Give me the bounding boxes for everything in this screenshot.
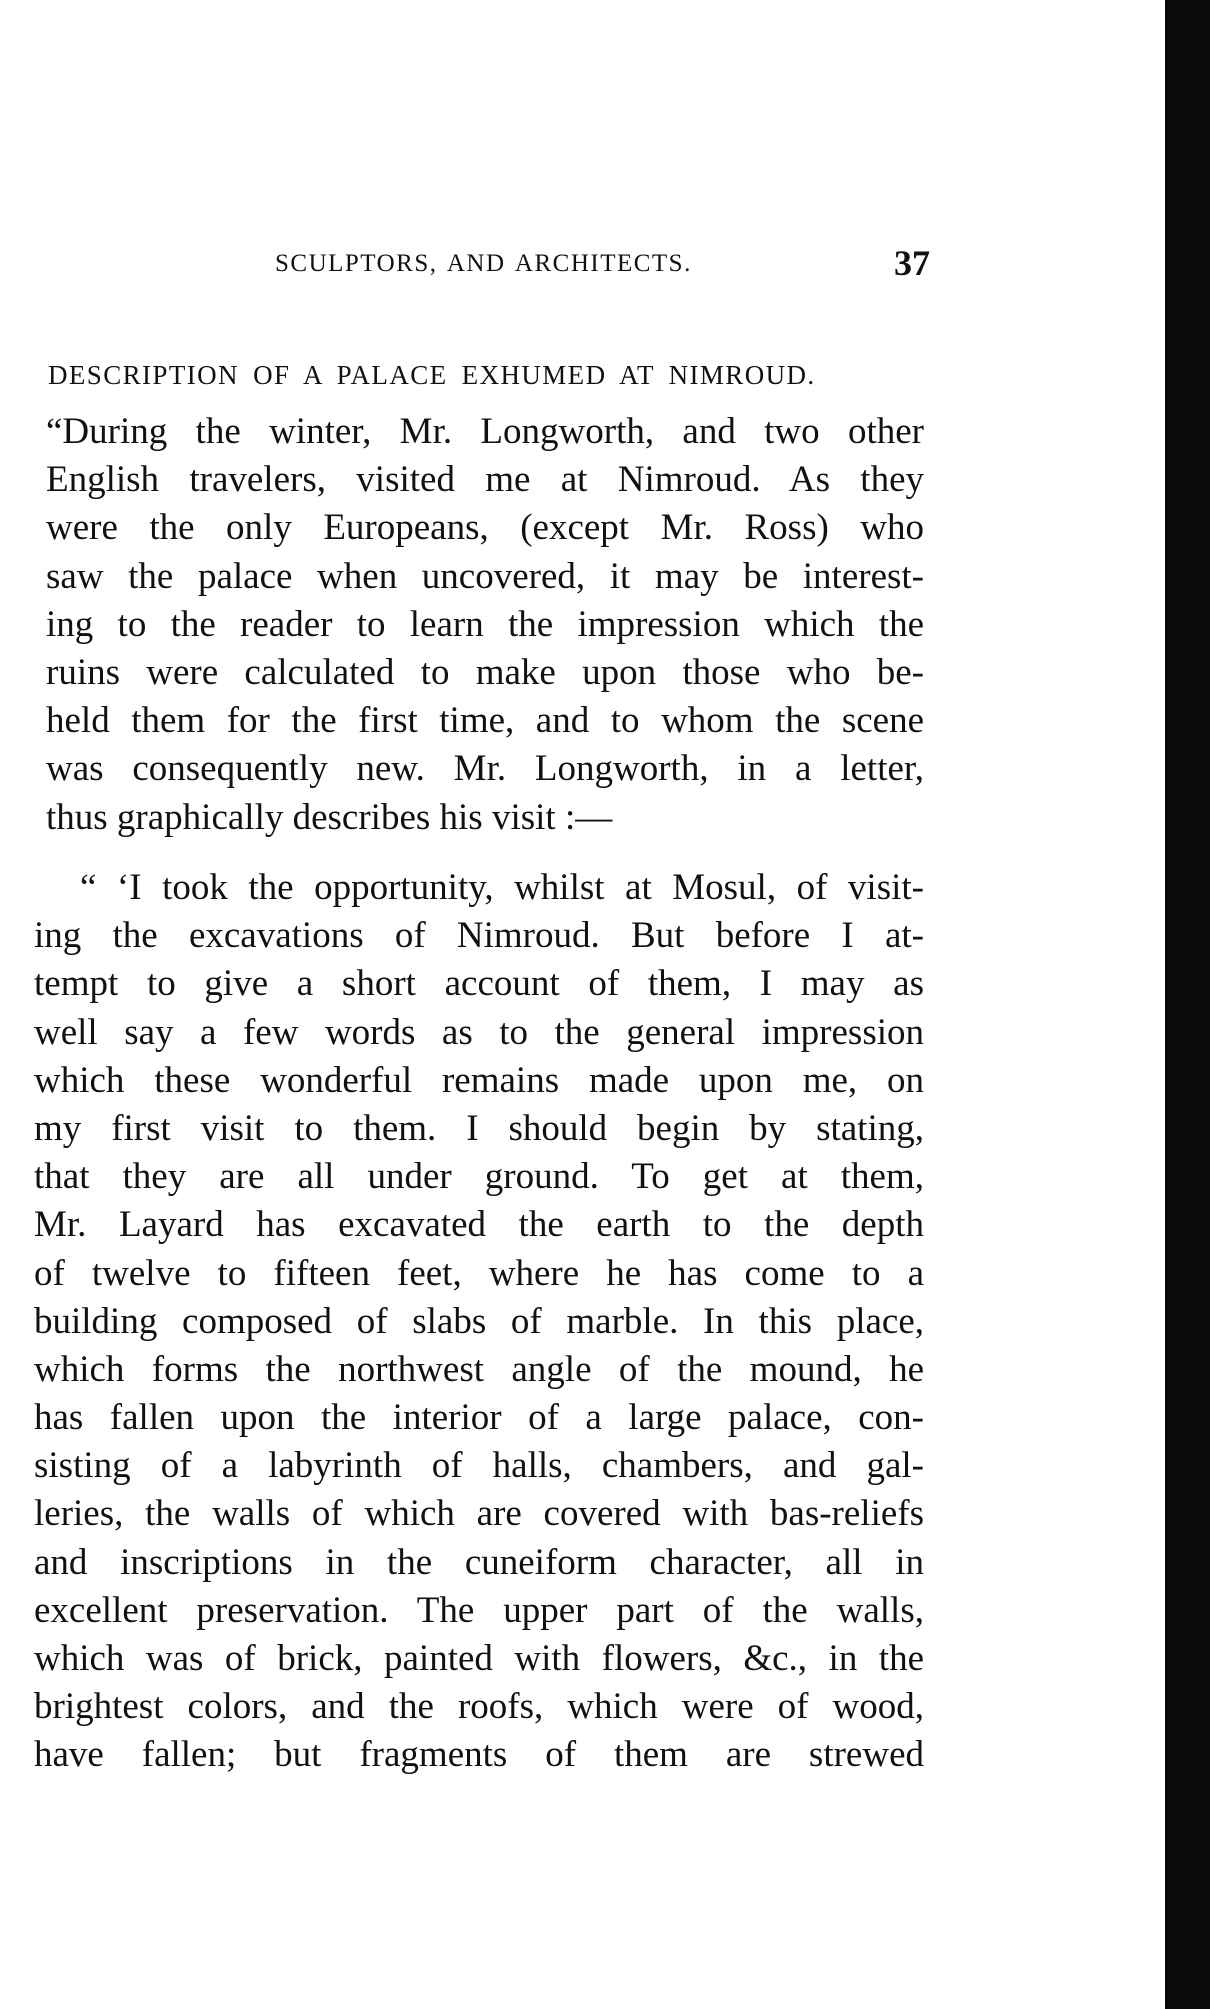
section-heading: DESCRIPTION OF A PALACE EXHUMED AT NIMROUD. (48, 360, 816, 390)
text-line: saw the palace when uncovered, it may be interest- (46, 555, 924, 597)
running-title: SCULPTORS, AND ARCHITECTS. (275, 250, 692, 277)
text-line: has fallen upon the interior of a large palace, con- (34, 1397, 924, 1439)
text-line: English travelers, visited me at Nimroud. As they (46, 459, 924, 501)
scan-dark-edge (1165, 0, 1210, 2009)
text-line: well say a few words as to the general impression (34, 1011, 924, 1053)
text-line: which forms the northwest angle of the mound, he (34, 1348, 924, 1390)
text-line: tempt to give a short account of them, I may as (34, 963, 924, 1005)
text-line: Mr. Layard has excavated the earth to the depth (34, 1204, 924, 1246)
text-line: “During the winter, Mr. Longworth, and two other (46, 411, 924, 452)
text-line: brightest colors, and the roofs, which were of wood, (34, 1686, 924, 1728)
text-line: ing the excavations of Nimroud. But before I at- (34, 915, 924, 957)
text-line: excellent preservation. The upper part of the walls, (34, 1589, 924, 1631)
text-line: ruins were calculated to make upon those who be- (46, 651, 924, 693)
text-line: ing to the reader to learn the impression which the (46, 603, 924, 645)
text-line: of twelve to fifteen feet, where he has come to a (34, 1252, 924, 1294)
text-line: and inscriptions in the cuneiform character, all in (34, 1541, 924, 1583)
text-line: was consequently new. Mr. Longworth, in a letter, (46, 748, 924, 790)
text-line: held them for the first time, and to whom the scene (46, 700, 924, 742)
running-head (270, 243, 930, 286)
text-line: leries, the walls of which are covered with bas-reliefs (34, 1493, 924, 1535)
paragraph-2 (34, 864, 924, 1780)
text-line: have fallen; but fragments of them are strewed (34, 1734, 924, 1776)
page-number: 37 (894, 243, 930, 283)
text-line: thus graphically describes his visit :— (46, 796, 613, 838)
text-line: building composed of slabs of marble. In this place, (34, 1300, 924, 1342)
text-line: which was of brick, painted with flowers, &c., in the (34, 1638, 924, 1679)
text-line: “ ‘I took the opportunity, whilst at Mosul, of visit- (80, 867, 924, 908)
paragraph-1 (46, 408, 924, 842)
text-line: that they are all under ground. To get at them, (34, 1156, 924, 1198)
text-line: my first visit to them. I should begin by stating, (34, 1107, 924, 1149)
text-line: which these wonderful remains made upon me, on (34, 1059, 924, 1101)
text-line: were the only Europeans, (except Mr. Ross) who (46, 507, 924, 549)
text-line: sisting of a labyrinth of halls, chambers, and gal- (34, 1445, 924, 1487)
